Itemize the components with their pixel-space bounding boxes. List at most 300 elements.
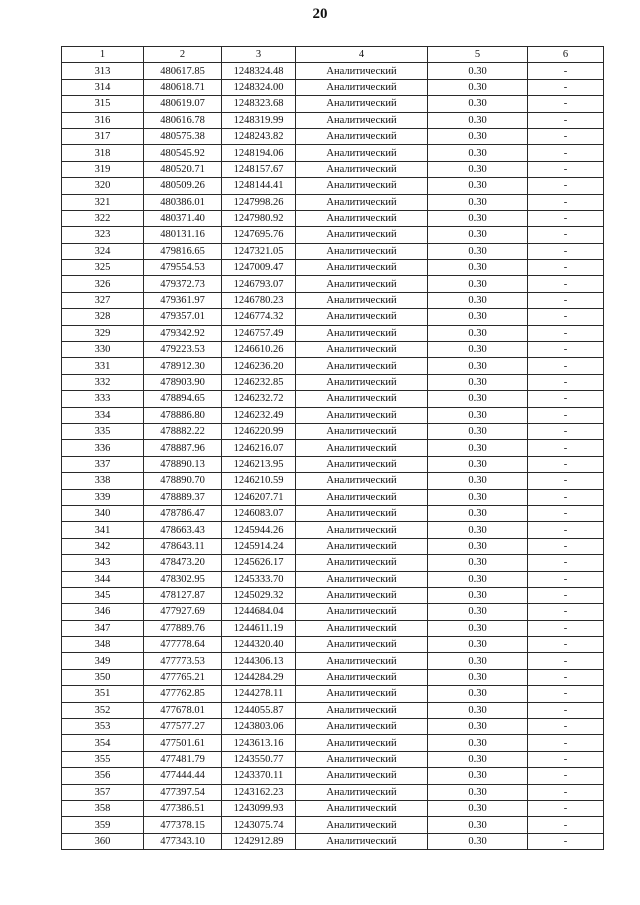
table-row [62, 653, 604, 669]
x-coordinate-cell: 477577.27 [144, 719, 222, 735]
table-row [62, 637, 604, 653]
x-coordinate-cell: 480618.71 [144, 79, 222, 95]
point-number-cell: 330 [62, 342, 144, 358]
y-coordinate-cell: 1248194.06 [222, 145, 296, 161]
method-cell: Аналитический [296, 784, 428, 800]
point-number-cell: 328 [62, 309, 144, 325]
method-cell: Аналитический [296, 637, 428, 653]
method-cell: Аналитический [296, 358, 428, 374]
table-row [62, 784, 604, 800]
point-number-cell: 357 [62, 784, 144, 800]
table-row [62, 686, 604, 702]
point-number-cell: 358 [62, 800, 144, 816]
accuracy-cell: 0.30 [428, 538, 528, 554]
table-row [62, 751, 604, 767]
method-cell: Аналитический [296, 833, 428, 849]
accuracy-cell: 0.30 [428, 342, 528, 358]
x-coordinate-cell: 477481.79 [144, 751, 222, 767]
point-number-cell: 356 [62, 768, 144, 784]
table-row [62, 423, 604, 439]
accuracy-cell: 0.30 [428, 686, 528, 702]
point-number-cell: 344 [62, 571, 144, 587]
point-number-cell: 329 [62, 325, 144, 341]
method-cell: Аналитический [296, 112, 428, 128]
note-cell: - [528, 587, 604, 603]
table-row [62, 817, 604, 833]
table-row [62, 555, 604, 571]
accuracy-cell: 0.30 [428, 604, 528, 620]
point-number-cell: 347 [62, 620, 144, 636]
point-number-cell: 326 [62, 276, 144, 292]
note-cell: - [528, 719, 604, 735]
x-coordinate-cell: 478887.96 [144, 440, 222, 456]
note-cell: - [528, 669, 604, 685]
accuracy-cell: 0.30 [428, 768, 528, 784]
x-coordinate-cell: 480616.78 [144, 112, 222, 128]
x-coordinate-cell: 480371.40 [144, 210, 222, 226]
y-coordinate-cell: 1248324.48 [222, 63, 296, 79]
point-number-cell: 333 [62, 391, 144, 407]
note-cell: - [528, 456, 604, 472]
point-number-cell: 343 [62, 555, 144, 571]
point-number-cell: 346 [62, 604, 144, 620]
y-coordinate-cell: 1247695.76 [222, 227, 296, 243]
point-number-cell: 336 [62, 440, 144, 456]
table-row [62, 407, 604, 423]
point-number-cell: 340 [62, 505, 144, 521]
note-cell: - [528, 374, 604, 390]
note-cell: - [528, 637, 604, 653]
table-row [62, 358, 604, 374]
point-number-cell: 345 [62, 587, 144, 603]
accuracy-cell: 0.30 [428, 620, 528, 636]
x-coordinate-cell: 480619.07 [144, 96, 222, 112]
note-cell: - [528, 227, 604, 243]
accuracy-cell: 0.30 [428, 358, 528, 374]
accuracy-cell: 0.30 [428, 260, 528, 276]
point-number-cell: 314 [62, 79, 144, 95]
point-number-cell: 342 [62, 538, 144, 554]
x-coordinate-cell: 478663.43 [144, 522, 222, 538]
accuracy-cell: 0.30 [428, 391, 528, 407]
note-cell: - [528, 145, 604, 161]
x-coordinate-cell: 480520.71 [144, 161, 222, 177]
method-cell: Аналитический [296, 440, 428, 456]
y-coordinate-cell: 1246793.07 [222, 276, 296, 292]
y-coordinate-cell: 1244055.87 [222, 702, 296, 718]
table-row [62, 522, 604, 538]
method-cell: Аналитический [296, 571, 428, 587]
point-number-cell: 319 [62, 161, 144, 177]
y-coordinate-cell: 1246213.95 [222, 456, 296, 472]
accuracy-cell: 0.30 [428, 79, 528, 95]
accuracy-cell: 0.30 [428, 587, 528, 603]
table-row [62, 178, 604, 194]
note-cell: - [528, 489, 604, 505]
table-row [62, 604, 604, 620]
table-header [62, 47, 604, 63]
method-cell: Аналитический [296, 702, 428, 718]
method-cell: Аналитический [296, 145, 428, 161]
x-coordinate-cell: 478912.30 [144, 358, 222, 374]
note-cell: - [528, 784, 604, 800]
note-cell: - [528, 112, 604, 128]
accuracy-cell: 0.30 [428, 653, 528, 669]
accuracy-cell: 0.30 [428, 423, 528, 439]
method-cell: Аналитический [296, 276, 428, 292]
y-coordinate-cell: 1247321.05 [222, 243, 296, 259]
point-number-cell: 352 [62, 702, 144, 718]
y-coordinate-cell: 1248324.00 [222, 79, 296, 95]
method-cell: Аналитический [296, 505, 428, 521]
table-row [62, 587, 604, 603]
accuracy-cell: 0.30 [428, 555, 528, 571]
point-number-cell: 355 [62, 751, 144, 767]
point-number-cell: 331 [62, 358, 144, 374]
y-coordinate-cell: 1242912.89 [222, 833, 296, 849]
point-number-cell: 341 [62, 522, 144, 538]
y-coordinate-cell: 1248319.99 [222, 112, 296, 128]
note-cell: - [528, 260, 604, 276]
accuracy-cell: 0.30 [428, 178, 528, 194]
table-row [62, 702, 604, 718]
x-coordinate-cell: 478473.20 [144, 555, 222, 571]
note-cell: - [528, 768, 604, 784]
y-coordinate-cell: 1245626.17 [222, 555, 296, 571]
x-coordinate-cell: 479223.53 [144, 342, 222, 358]
table-row [62, 735, 604, 751]
x-coordinate-cell: 478127.87 [144, 587, 222, 603]
method-cell: Аналитический [296, 374, 428, 390]
method-cell: Аналитический [296, 489, 428, 505]
accuracy-cell: 0.30 [428, 735, 528, 751]
y-coordinate-cell: 1243803.06 [222, 719, 296, 735]
x-coordinate-cell: 478643.11 [144, 538, 222, 554]
x-coordinate-cell: 478894.65 [144, 391, 222, 407]
y-coordinate-cell: 1246207.71 [222, 489, 296, 505]
accuracy-cell: 0.30 [428, 161, 528, 177]
table-row [62, 489, 604, 505]
table-row [62, 669, 604, 685]
method-cell: Аналитический [296, 243, 428, 259]
table-row [62, 260, 604, 276]
method-cell: Аналитический [296, 128, 428, 144]
note-cell: - [528, 538, 604, 554]
accuracy-cell: 0.30 [428, 325, 528, 341]
method-cell: Аналитический [296, 686, 428, 702]
y-coordinate-cell: 1244284.29 [222, 669, 296, 685]
accuracy-cell: 0.30 [428, 63, 528, 79]
table-row [62, 276, 604, 292]
x-coordinate-cell: 478882.22 [144, 423, 222, 439]
note-cell: - [528, 555, 604, 571]
y-coordinate-cell: 1243075.74 [222, 817, 296, 833]
x-coordinate-cell: 479357.01 [144, 309, 222, 325]
note-cell: - [528, 817, 604, 833]
table-row [62, 768, 604, 784]
y-coordinate-cell: 1246083.07 [222, 505, 296, 521]
accuracy-cell: 0.30 [428, 128, 528, 144]
note-cell: - [528, 292, 604, 308]
method-cell: Аналитический [296, 719, 428, 735]
point-number-cell: 350 [62, 669, 144, 685]
table-row [62, 719, 604, 735]
accuracy-cell: 0.30 [428, 210, 528, 226]
y-coordinate-cell: 1244684.04 [222, 604, 296, 620]
y-coordinate-cell: 1246232.85 [222, 374, 296, 390]
accuracy-cell: 0.30 [428, 719, 528, 735]
note-cell: - [528, 128, 604, 144]
accuracy-cell: 0.30 [428, 227, 528, 243]
point-number-cell: 313 [62, 63, 144, 79]
y-coordinate-cell: 1243370.11 [222, 768, 296, 784]
accuracy-cell: 0.30 [428, 522, 528, 538]
point-number-cell: 349 [62, 653, 144, 669]
x-coordinate-cell: 477762.85 [144, 686, 222, 702]
y-coordinate-cell: 1244306.13 [222, 653, 296, 669]
note-cell: - [528, 686, 604, 702]
method-cell: Аналитический [296, 309, 428, 325]
column-header-2: 2 [144, 47, 222, 63]
point-number-cell: 338 [62, 473, 144, 489]
method-cell: Аналитический [296, 800, 428, 816]
method-cell: Аналитический [296, 751, 428, 767]
column-header-3: 3 [222, 47, 296, 63]
x-coordinate-cell: 479361.97 [144, 292, 222, 308]
x-coordinate-cell: 478786.47 [144, 505, 222, 521]
method-cell: Аналитический [296, 653, 428, 669]
table-row [62, 505, 604, 521]
method-cell: Аналитический [296, 227, 428, 243]
note-cell: - [528, 571, 604, 587]
x-coordinate-cell: 477773.53 [144, 653, 222, 669]
method-cell: Аналитический [296, 456, 428, 472]
y-coordinate-cell: 1245333.70 [222, 571, 296, 587]
y-coordinate-cell: 1246232.49 [222, 407, 296, 423]
note-cell: - [528, 423, 604, 439]
accuracy-cell: 0.30 [428, 456, 528, 472]
note-cell: - [528, 63, 604, 79]
point-number-cell: 359 [62, 817, 144, 833]
note-cell: - [528, 194, 604, 210]
column-header-5: 5 [428, 47, 528, 63]
y-coordinate-cell: 1244320.40 [222, 637, 296, 653]
table-row [62, 243, 604, 259]
note-cell: - [528, 79, 604, 95]
method-cell: Аналитический [296, 538, 428, 554]
note-cell: - [528, 391, 604, 407]
table-row [62, 456, 604, 472]
x-coordinate-cell: 480545.92 [144, 145, 222, 161]
note-cell: - [528, 735, 604, 751]
point-number-cell: 335 [62, 423, 144, 439]
note-cell: - [528, 325, 604, 341]
x-coordinate-cell: 477678.01 [144, 702, 222, 718]
x-coordinate-cell: 477501.61 [144, 735, 222, 751]
point-number-cell: 348 [62, 637, 144, 653]
x-coordinate-cell: 478889.37 [144, 489, 222, 505]
table-row [62, 210, 604, 226]
method-cell: Аналитический [296, 391, 428, 407]
x-coordinate-cell: 477397.54 [144, 784, 222, 800]
note-cell: - [528, 161, 604, 177]
accuracy-cell: 0.30 [428, 292, 528, 308]
point-number-cell: 351 [62, 686, 144, 702]
method-cell: Аналитический [296, 604, 428, 620]
y-coordinate-cell: 1245944.26 [222, 522, 296, 538]
point-number-cell: 360 [62, 833, 144, 849]
method-cell: Аналитический [296, 292, 428, 308]
method-cell: Аналитический [296, 407, 428, 423]
point-number-cell: 320 [62, 178, 144, 194]
method-cell: Аналитический [296, 342, 428, 358]
method-cell: Аналитический [296, 620, 428, 636]
accuracy-cell: 0.30 [428, 374, 528, 390]
y-coordinate-cell: 1248323.68 [222, 96, 296, 112]
note-cell: - [528, 800, 604, 816]
accuracy-cell: 0.30 [428, 440, 528, 456]
note-cell: - [528, 440, 604, 456]
point-number-cell: 324 [62, 243, 144, 259]
note-cell: - [528, 620, 604, 636]
x-coordinate-cell: 478886.80 [144, 407, 222, 423]
accuracy-cell: 0.30 [428, 784, 528, 800]
table-row [62, 391, 604, 407]
accuracy-cell: 0.30 [428, 309, 528, 325]
method-cell: Аналитический [296, 260, 428, 276]
table-row [62, 325, 604, 341]
note-cell: - [528, 505, 604, 521]
accuracy-cell: 0.30 [428, 505, 528, 521]
column-header-4: 4 [296, 47, 428, 63]
point-number-cell: 321 [62, 194, 144, 210]
table-row [62, 79, 604, 95]
table-row [62, 538, 604, 554]
note-cell: - [528, 833, 604, 849]
y-coordinate-cell: 1246757.49 [222, 325, 296, 341]
column-header-1: 1 [62, 47, 144, 63]
note-cell: - [528, 407, 604, 423]
y-coordinate-cell: 1247998.26 [222, 194, 296, 210]
y-coordinate-cell: 1247009.47 [222, 260, 296, 276]
accuracy-cell: 0.30 [428, 276, 528, 292]
x-coordinate-cell: 479372.73 [144, 276, 222, 292]
x-coordinate-cell: 478890.13 [144, 456, 222, 472]
x-coordinate-cell: 478903.90 [144, 374, 222, 390]
accuracy-cell: 0.30 [428, 751, 528, 767]
y-coordinate-cell: 1248157.67 [222, 161, 296, 177]
point-number-cell: 315 [62, 96, 144, 112]
accuracy-cell: 0.30 [428, 669, 528, 685]
y-coordinate-cell: 1244611.19 [222, 620, 296, 636]
x-coordinate-cell: 479342.92 [144, 325, 222, 341]
point-number-cell: 334 [62, 407, 144, 423]
y-coordinate-cell: 1243099.93 [222, 800, 296, 816]
y-coordinate-cell: 1246220.99 [222, 423, 296, 439]
method-cell: Аналитический [296, 63, 428, 79]
point-number-cell: 337 [62, 456, 144, 472]
table-row [62, 440, 604, 456]
note-cell: - [528, 342, 604, 358]
x-coordinate-cell: 479816.65 [144, 243, 222, 259]
table-row [62, 292, 604, 308]
note-cell: - [528, 604, 604, 620]
x-coordinate-cell: 480131.16 [144, 227, 222, 243]
x-coordinate-cell: 479554.53 [144, 260, 222, 276]
method-cell: Аналитический [296, 555, 428, 571]
y-coordinate-cell: 1243162.23 [222, 784, 296, 800]
page-number: 20 [312, 6, 328, 22]
note-cell: - [528, 473, 604, 489]
table-row [62, 374, 604, 390]
method-cell: Аналитический [296, 423, 428, 439]
method-cell: Аналитический [296, 210, 428, 226]
x-coordinate-cell: 477378.15 [144, 817, 222, 833]
accuracy-cell: 0.30 [428, 702, 528, 718]
point-number-cell: 316 [62, 112, 144, 128]
note-cell: - [528, 96, 604, 112]
table-row [62, 571, 604, 587]
coordinates-table [61, 46, 604, 850]
table-row [62, 112, 604, 128]
table-row [62, 63, 604, 79]
accuracy-cell: 0.30 [428, 407, 528, 423]
table-row [62, 145, 604, 161]
header-row [62, 47, 604, 63]
y-coordinate-cell: 1246780.23 [222, 292, 296, 308]
point-number-cell: 332 [62, 374, 144, 390]
note-cell: - [528, 702, 604, 718]
y-coordinate-cell: 1243550.77 [222, 751, 296, 767]
x-coordinate-cell: 477778.64 [144, 637, 222, 653]
accuracy-cell: 0.30 [428, 571, 528, 587]
x-coordinate-cell: 477343.10 [144, 833, 222, 849]
note-cell: - [528, 653, 604, 669]
accuracy-cell: 0.30 [428, 637, 528, 653]
accuracy-cell: 0.30 [428, 112, 528, 128]
accuracy-cell: 0.30 [428, 243, 528, 259]
method-cell: Аналитический [296, 96, 428, 112]
x-coordinate-cell: 480509.26 [144, 178, 222, 194]
method-cell: Аналитический [296, 473, 428, 489]
y-coordinate-cell: 1246210.59 [222, 473, 296, 489]
x-coordinate-cell: 478302.95 [144, 571, 222, 587]
point-number-cell: 322 [62, 210, 144, 226]
x-coordinate-cell: 480386.01 [144, 194, 222, 210]
y-coordinate-cell: 1248243.82 [222, 128, 296, 144]
table-body [62, 63, 604, 850]
table-row [62, 473, 604, 489]
method-cell: Аналитический [296, 194, 428, 210]
note-cell: - [528, 751, 604, 767]
y-coordinate-cell: 1244278.11 [222, 686, 296, 702]
note-cell: - [528, 522, 604, 538]
table-row [62, 620, 604, 636]
accuracy-cell: 0.30 [428, 145, 528, 161]
method-cell: Аналитический [296, 161, 428, 177]
note-cell: - [528, 243, 604, 259]
accuracy-cell: 0.30 [428, 96, 528, 112]
method-cell: Аналитический [296, 587, 428, 603]
y-coordinate-cell: 1245914.24 [222, 538, 296, 554]
y-coordinate-cell: 1246236.20 [222, 358, 296, 374]
column-header-6: 6 [528, 47, 604, 63]
note-cell: - [528, 210, 604, 226]
table-row [62, 128, 604, 144]
y-coordinate-cell: 1246216.07 [222, 440, 296, 456]
y-coordinate-cell: 1248144.41 [222, 178, 296, 194]
x-coordinate-cell: 477927.69 [144, 604, 222, 620]
